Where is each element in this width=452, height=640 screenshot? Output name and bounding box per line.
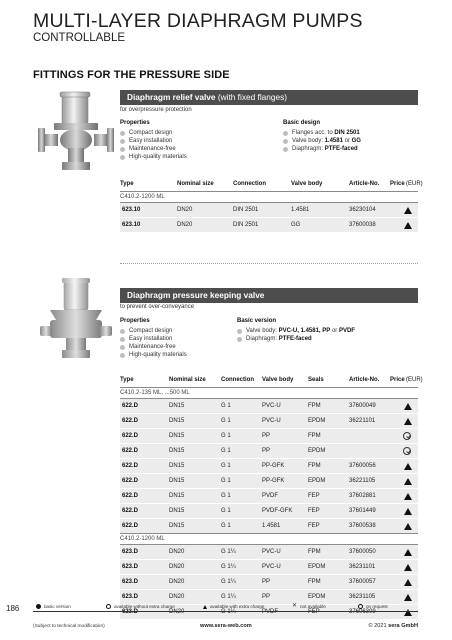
triangle-icon	[403, 477, 412, 486]
legend-on-request: on request	[358, 604, 388, 609]
triangle-icon	[403, 522, 412, 531]
triangle-icon	[403, 221, 412, 230]
page-subtitle: CONTROLLABLE	[33, 32, 126, 44]
triangle-icon	[403, 402, 412, 411]
list-item: Maintenance-free	[120, 145, 187, 153]
list-item: Easy installation	[120, 137, 187, 145]
page-title: MULTI-LAYER DIAPHRAGM PUMPS	[33, 10, 363, 32]
list-item: Flanges acc. to DIN 2501	[283, 129, 361, 137]
product1-basic-design-heading: Basic design	[283, 120, 321, 126]
triangle-icon	[403, 206, 412, 215]
table-row: 623.D DN20 G 1¼ PP FPM 37600057	[120, 574, 418, 589]
table-group-label: C410.2-1200 ML	[120, 533, 418, 544]
product2-basic-version-list	[237, 327, 355, 343]
table-row: 622.D DN15 G 1 PP FPM	[120, 428, 418, 443]
product2-title-bar	[120, 288, 418, 303]
table-row: 622.D DN15 G 1 PVC-U FPM 37600049	[120, 398, 418, 413]
product2-table	[120, 376, 423, 619]
table-row: 623.10 DN20 DIN 2501 GG 37600038	[120, 217, 418, 232]
table-group-label: C410.2-135 ML, ...500 ML	[120, 387, 418, 398]
list-item: High-quality materials	[120, 153, 187, 161]
table-row: 623.D DN20 G 1¼ PVC-U EPDM 36231101	[120, 559, 418, 574]
product1-name: Diaphragm relief valve	[127, 92, 216, 102]
legend-without-extra-charge: available without extra charge	[106, 604, 175, 609]
checkmark-circle-icon	[358, 604, 363, 609]
cross-icon: ✕	[292, 603, 298, 609]
list-item: Valve body: PVC-U, 1.4581, PP or PVDF	[237, 327, 355, 335]
footer-divider	[33, 611, 418, 612]
table-row: 622.D DN15 G 1 PVDF FEP 37602881	[120, 488, 418, 503]
table-group-label: C410.2-1200 ML	[120, 191, 418, 202]
triangle-icon	[403, 462, 412, 471]
footer-note: (Subject to technical modification)	[33, 624, 105, 629]
table-row: 623.D DN20 G 1¼ PVDF FEP 37606309	[120, 604, 418, 619]
table-row: 622.D DN15 G 1 PVC-U EPDM 36221101	[120, 413, 418, 428]
list-item: Easy installation	[120, 335, 187, 343]
table-row: 622.D DN15 G 1 PP-GFK EPDM 36221105	[120, 473, 418, 488]
product1-name-suffix: (with fixed flanges)	[217, 92, 288, 102]
product2-properties-list	[120, 327, 187, 359]
triangle-icon	[403, 417, 412, 426]
product1-purpose: for overpressure protection	[120, 107, 192, 113]
filled-dot-icon	[36, 604, 41, 609]
list-item: Maintenance-free	[120, 343, 187, 351]
checkmark-circle-icon	[403, 432, 412, 441]
triangle-icon	[403, 548, 412, 557]
list-item: Diaphragm: PTFE-faced	[237, 335, 355, 343]
list-item: Valve body: 1.4581 or GG	[283, 137, 361, 145]
triangle-icon	[403, 578, 412, 587]
product2-basic-version-heading: Basic version	[237, 318, 277, 324]
footer-website-link[interactable]: www.sera-web.com	[200, 623, 252, 629]
triangle-icon	[403, 563, 412, 572]
table-row: 622.D DN15 G 1 PP EPDM	[120, 443, 418, 458]
footer-copyright: © 2021 sera GmbH	[368, 623, 418, 629]
table-row: 622.D DN15 G 1 1.4581 FEP 37600538	[120, 518, 418, 533]
section-title: FITTINGS FOR THE PRESSURE SIDE	[33, 69, 230, 81]
table-row: 623.10 DN20 DIN 2501 1.4581 36230104	[120, 202, 418, 217]
list-item: Diaphragm: PTFE-faced	[283, 145, 361, 153]
product2-purpose: to prevent over-conveyance	[120, 304, 195, 310]
page-number: 186	[6, 604, 20, 613]
list-item: Compact design	[120, 129, 187, 137]
table-header: Type Nominal size Connection Valve body Article-No. Price (EUR)	[120, 181, 423, 187]
legend-with-extra-charge: available with extra charge	[203, 604, 264, 609]
table-row: 622.D DN15 G 1 PVDF-GFK FEP 37601449	[120, 503, 418, 518]
product2-properties-heading: Properties	[120, 318, 150, 324]
triangle-icon	[403, 593, 412, 602]
product1-table	[120, 180, 423, 232]
table-row: 623.D DN20 G 1¼ PVC-U FPM 37600050	[120, 544, 418, 559]
triangle-icon	[403, 507, 412, 516]
section-divider	[120, 263, 418, 264]
table-row: 622.D DN15 G 1 PP-GFK FPM 37600056	[120, 458, 418, 473]
legend-not-available: ✕ not available	[292, 603, 326, 609]
product1-title-bar	[120, 90, 418, 105]
product1-properties-list	[120, 129, 187, 161]
list-item: High-quality materials	[120, 351, 187, 359]
open-circle-icon	[106, 604, 111, 609]
product1-basic-design-list	[283, 129, 361, 153]
checkmark-circle-icon	[403, 447, 412, 456]
triangle-icon	[403, 492, 412, 501]
diaphragm-pressure-keeping-valve-image	[36, 276, 116, 376]
table-header: Type Nominal size Connection Valve body Seals Article-No. Price (EUR)	[120, 377, 423, 383]
diaphragm-relief-valve-image	[36, 90, 116, 180]
table-row: 623.D DN20 G 1¼ PP EPDM 36231105	[120, 589, 418, 604]
legend-basic-version: basic version	[36, 604, 71, 609]
product2-name: Diaphragm pressure keeping valve	[127, 290, 265, 300]
product1-properties-heading: Properties	[120, 120, 150, 126]
triangle-icon	[403, 608, 412, 617]
list-item: Compact design	[120, 327, 187, 335]
triangle-icon	[203, 605, 207, 609]
